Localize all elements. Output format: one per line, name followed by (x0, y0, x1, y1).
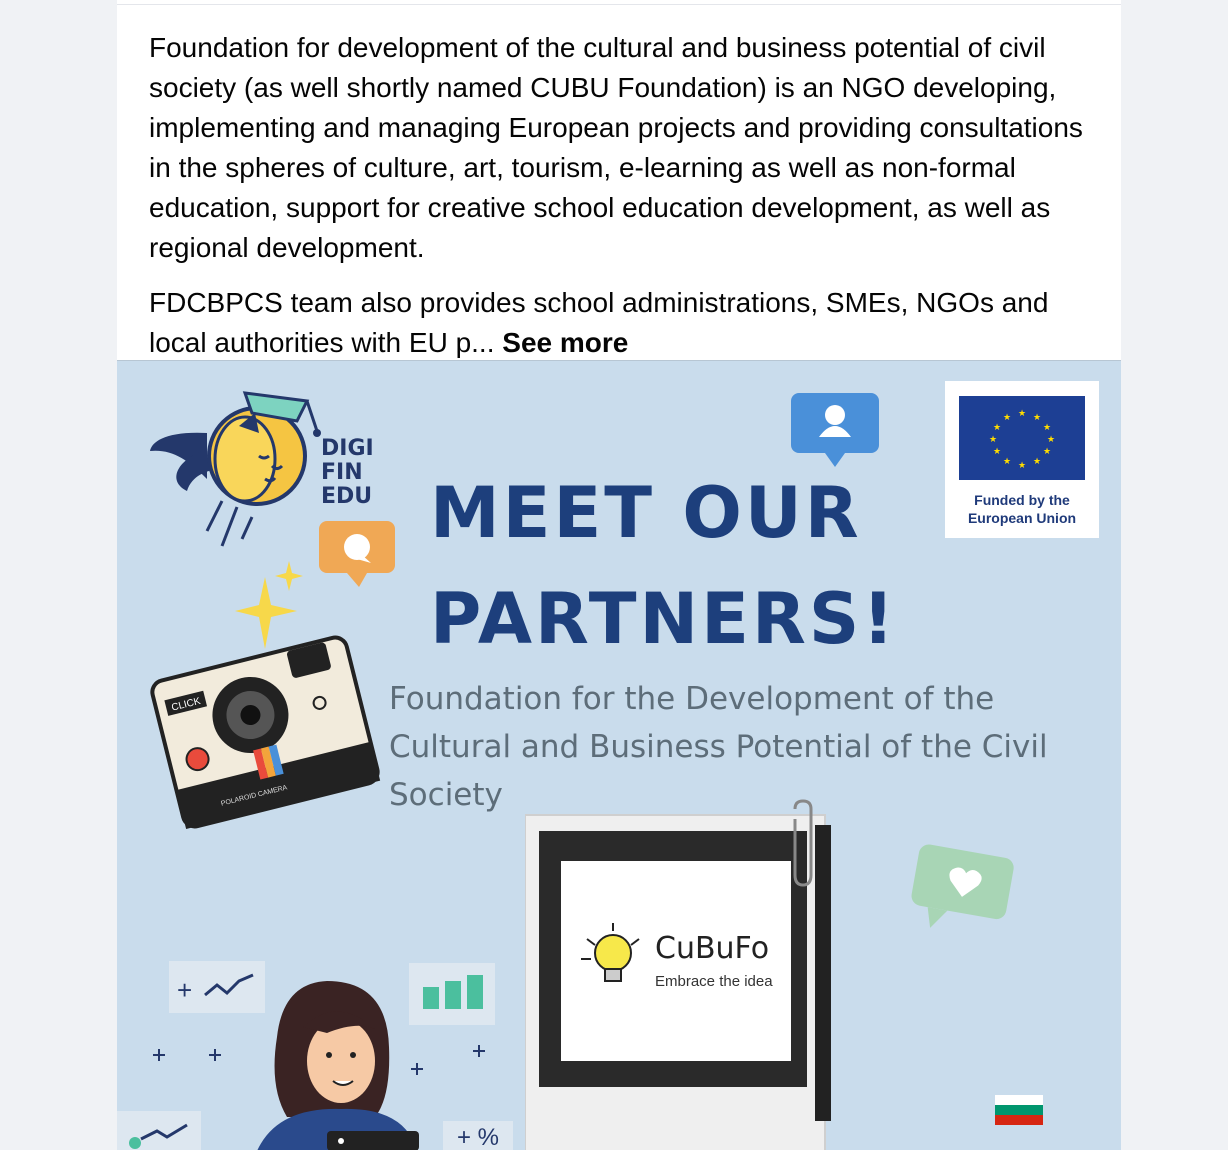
laptop-icon (327, 1131, 419, 1150)
woman-illustration (257, 977, 417, 1150)
partner-logo-name: CuBuFo (655, 931, 770, 966)
bulgarian-flag-icon (995, 1095, 1043, 1125)
digi-logo-line-1: DIGI (321, 436, 374, 461)
post-text (149, 28, 1099, 378)
mascot-coin-icon (147, 371, 327, 551)
chat-bubble-icon (317, 519, 399, 591)
svg-text:★: ★ (1032, 412, 1042, 422)
digi-logo-line-2: FIN (321, 460, 363, 485)
svg-text:★: ★ (988, 434, 998, 444)
user-chat-bubble-icon (789, 391, 881, 471)
camera-brand-label: POLAROID CAMERA (220, 784, 289, 808)
post-header-edge (117, 0, 1121, 5)
svg-text:★: ★ (1032, 456, 1042, 466)
digifinedu-logo (321, 437, 374, 509)
trend-chart-icon (169, 961, 265, 1021)
percent-card: + % (443, 1121, 513, 1150)
digi-logo-line-3: EDU (321, 484, 373, 509)
svg-text:★: ★ (1002, 412, 1012, 422)
eu-flag-icon (959, 396, 1085, 480)
svg-text:★: ★ (992, 422, 1002, 432)
eu-label-line-2: European Union (967, 510, 1077, 526)
headline-line-2: PARTNERS! (430, 578, 898, 660)
svg-text:★: ★ (1046, 434, 1056, 444)
post-image[interactable] (117, 360, 1121, 1150)
post-paragraph-2-text: FDCBPCS team also provides school administrations, SMEs, NGOs and local authorities with EU p... (149, 287, 1049, 358)
partner-full-name: Foundation for the Development of the Cultural and Business Potential of the Civil Society (389, 681, 1048, 813)
post-paragraph-2 (149, 283, 1099, 363)
bottom-trend-icon (117, 1111, 207, 1150)
paperclip-icon (789, 799, 817, 889)
svg-text:+: + (177, 975, 193, 1005)
headline-line-1: MEET OUR (430, 472, 862, 554)
partner-logo-tagline: Embrace the idea (655, 973, 773, 990)
bar-chart-icon (409, 963, 495, 1025)
camera-click-label: CLICK (170, 695, 202, 714)
svg-text:★: ★ (1017, 408, 1027, 418)
facebook-post (117, 0, 1121, 1150)
see-more-link[interactable]: See more (502, 327, 629, 358)
svg-text:★: ★ (1002, 456, 1012, 466)
svg-text:★: ★ (1042, 446, 1052, 456)
post-paragraph-1: Foundation for development of the cultural and business potential of civil society (as well shortly named CUBU Foundation) is an NGO developing, implementing and managing European projects and providing consultations in the spheres of culture, art, tourism, e-learning as well as non-formal education, support for creative school education development, as well as regional development. (149, 32, 1083, 263)
lightbulb-icon (577, 919, 657, 999)
svg-text:★: ★ (1042, 422, 1052, 432)
heart-chat-bubble-icon (907, 841, 1019, 941)
eu-label-line-1: Funded by the (974, 492, 1070, 508)
polaroid-camera-icon (145, 617, 385, 847)
svg-text:★: ★ (992, 446, 1002, 456)
svg-text:★: ★ (1017, 460, 1027, 470)
